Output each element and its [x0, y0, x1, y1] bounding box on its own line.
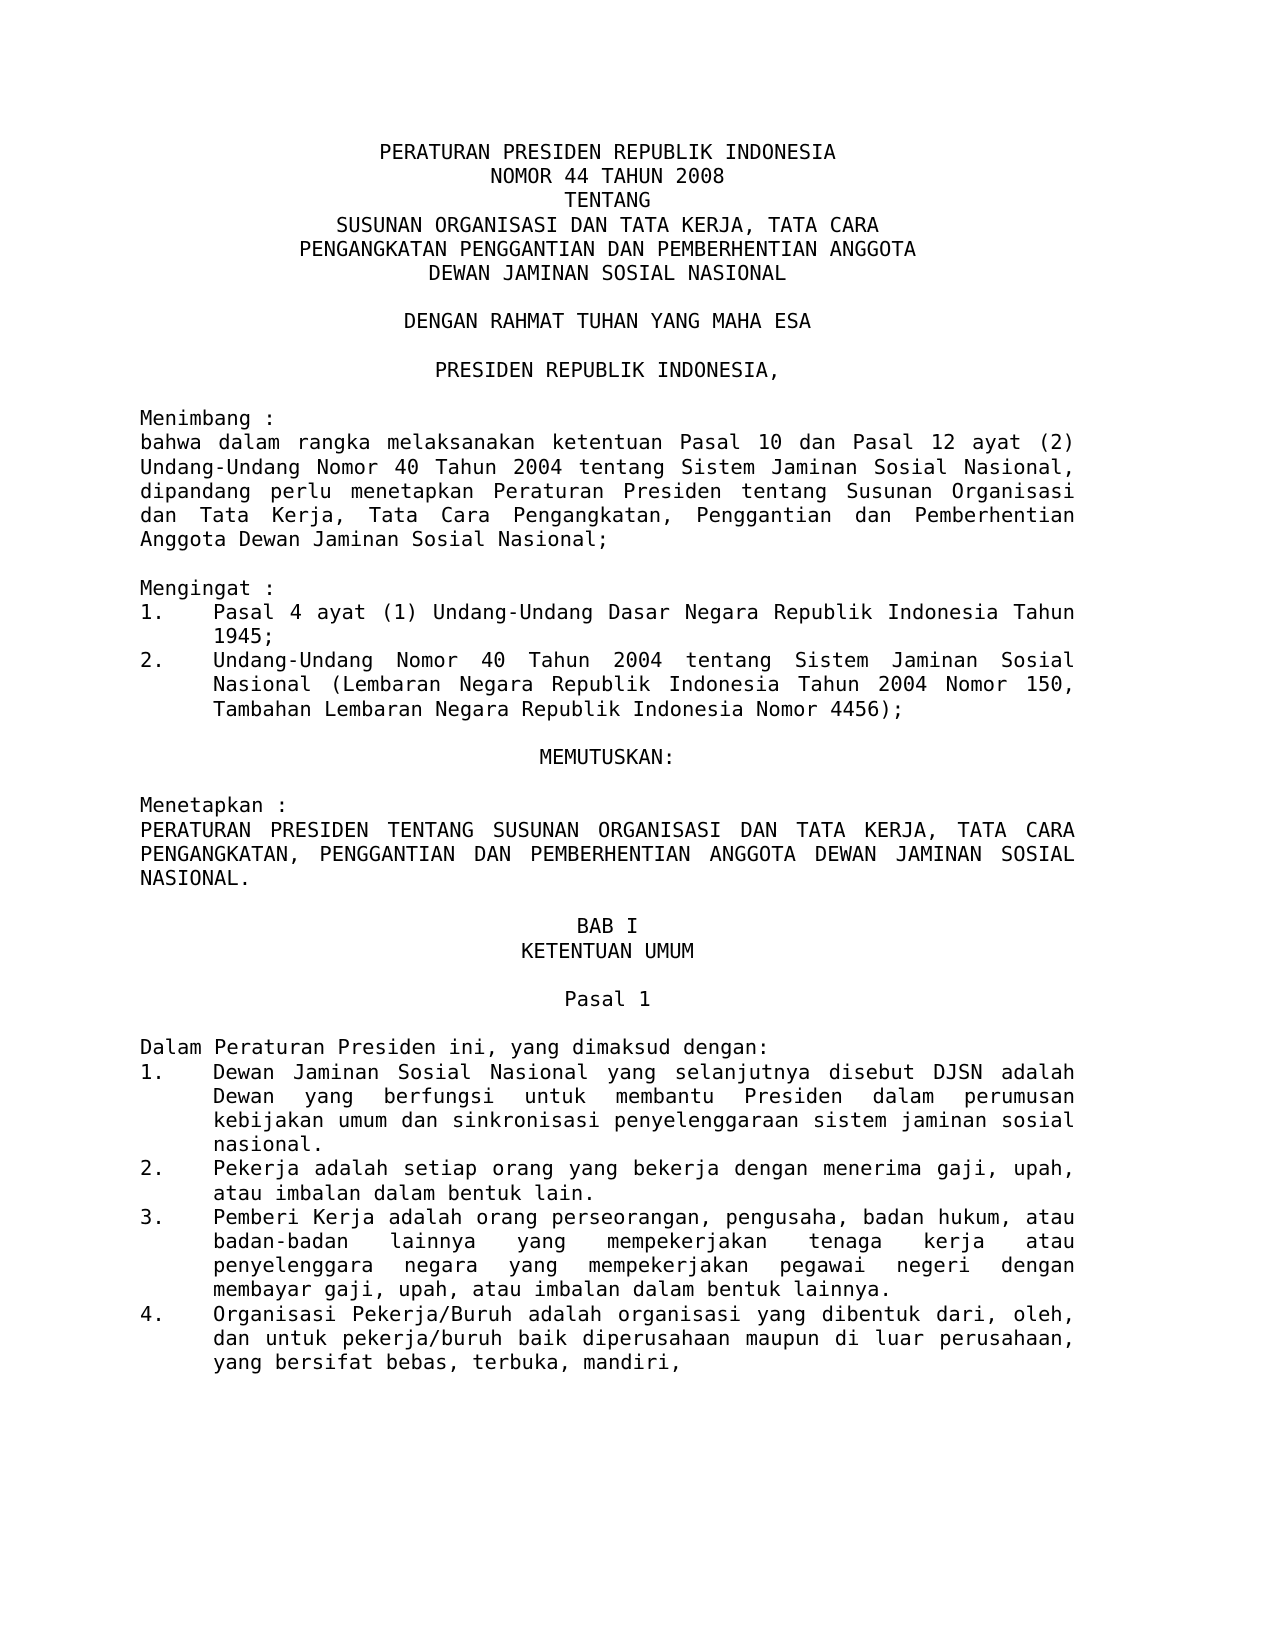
- spacer: [140, 721, 1075, 745]
- list-item-number: 2.: [140, 648, 165, 673]
- title-line-3: TENTANG: [564, 188, 651, 213]
- document-body: [140, 140, 1075, 1374]
- title-block: [140, 140, 1075, 285]
- list-item: [140, 648, 1075, 721]
- list-item-text: Dewan Jaminan Sosial Nasional yang selanjutnya disebut DJSN adalah Dewan yang berfungsi untuk membantu Presiden dalam perumusan kebijakan umum dan sinkronisasi penyelenggaraan sistem jaminan sosial nasional.: [213, 1059, 1075, 1157]
- pasal-definition-list: [140, 1060, 1075, 1375]
- list-item-text: Pemberi Kerja adalah orang perseorangan, pengusaha, badan hukum, atau badan-badan lainnya yang mempekerjakan tenaga kerja atau penyelenggara negara yang mempekerjakan pegawai negeri dengan membayar gaji, upah, atau imbalan dalam bentuk lainnya.: [213, 1204, 1075, 1302]
- spacer: [140, 285, 1075, 309]
- list-item-text: Organisasi Pekerja/Buruh adalah organisasi yang dibentuk dari, oleh, dan untuk pekerja/buruh baik diperusahaan maupun di luar perusahaan, yang bersifat bebas, terbuka, mandiri,: [213, 1301, 1075, 1375]
- list-item: [140, 1060, 1075, 1157]
- issuer-line: PRESIDEN REPUBLIK INDONESIA,: [434, 357, 781, 382]
- title-line-2: NOMOR 44 TAHUN 2008: [490, 164, 725, 189]
- list-item: [140, 1302, 1075, 1375]
- menimbang-body: bahwa dalam rangka melaksanakan ketentuan Pasal 10 dan Pasal 12 ayat (2) Undang-Undang Nomor 40 Tahun 2004 tentang Sistem Jaminan Sosial Nasional, dipandang perlu menetapkan Peraturan Presiden tentang Susunan Organisasi dan Tata Kerja, Tata Cara Pengangkatan, Penggantian dan Pemberhentian Anggota Dewan Jaminan Sosial Nasional;: [140, 430, 1075, 552]
- list-item-text: Pekerja adalah setiap orang yang bekerja dengan menerima gaji, upah, atau imbalan dalam bentuk lain.: [213, 1156, 1075, 1205]
- title-line-5: PENGANGKATAN PENGGANTIAN DAN PEMBERHENTIAN ANGGOTA: [298, 236, 917, 261]
- mengingat-list: [140, 600, 1075, 721]
- list-item-number: 4.: [140, 1301, 165, 1326]
- menetapkan-label: Menetapkan :: [140, 793, 289, 818]
- bab-number: BAB I: [576, 914, 639, 939]
- spacer: [140, 334, 1075, 358]
- blessing-line: DENGAN RAHMAT TUHAN YANG MAHA ESA: [403, 309, 812, 334]
- menimbang-label: Menimbang :: [140, 406, 276, 431]
- list-item: [140, 1156, 1075, 1204]
- title-line-1: PERATURAN PRESIDEN REPUBLIK INDONESIA: [379, 140, 836, 164]
- bab-title: KETENTUAN UMUM: [521, 938, 694, 963]
- list-item-number: 2.: [140, 1156, 165, 1181]
- pasal-heading: Pasal 1: [564, 986, 651, 1011]
- title-line-6: DEWAN JAMINAN SOSIAL NASIONAL: [428, 261, 787, 286]
- spacer: [140, 1011, 1075, 1035]
- memutuskan-heading: MEMUTUSKAN:: [539, 745, 676, 769]
- list-item: [140, 600, 1075, 648]
- spacer: [140, 890, 1075, 914]
- title-line-4: SUSUNAN ORGANISASI DAN TATA KERJA, TATA CARA: [335, 212, 880, 237]
- spacer: [140, 769, 1075, 793]
- list-item-number: 1.: [140, 1059, 165, 1084]
- list-item-number: 3.: [140, 1204, 165, 1229]
- pasal-lead: Dalam Peraturan Presiden ini, yang dimaksud dengan:: [140, 1035, 770, 1060]
- mengingat-label: Mengingat :: [140, 575, 276, 600]
- list-item-text: Pasal 4 ayat (1) Undang-Undang Dasar Negara Republik Indonesia Tahun 1945;: [213, 599, 1075, 648]
- spacer: [140, 963, 1075, 987]
- list-item: [140, 1205, 1075, 1302]
- spacer: [140, 551, 1075, 575]
- list-item-text: Undang-Undang Nomor 40 Tahun 2004 tentang Sistem Jaminan Sosial Nasional (Lembaran Negara Republik Indonesia Tahun 2004 Nomor 150, Tambahan Lembaran Negara Republik Indonesia Nomor 4456);: [213, 648, 1075, 721]
- spacer: [140, 382, 1075, 406]
- menetapkan-body: PERATURAN PRESIDEN TENTANG SUSUNAN ORGANISASI DAN TATA KERJA, TATA CARA PENGANGKATAN, PENGGANTIAN DAN PEMBERHENTIAN ANGGOTA DEWAN JAMINAN SOSIAL NASIONAL.: [140, 817, 1075, 890]
- list-item-number: 1.: [140, 599, 165, 624]
